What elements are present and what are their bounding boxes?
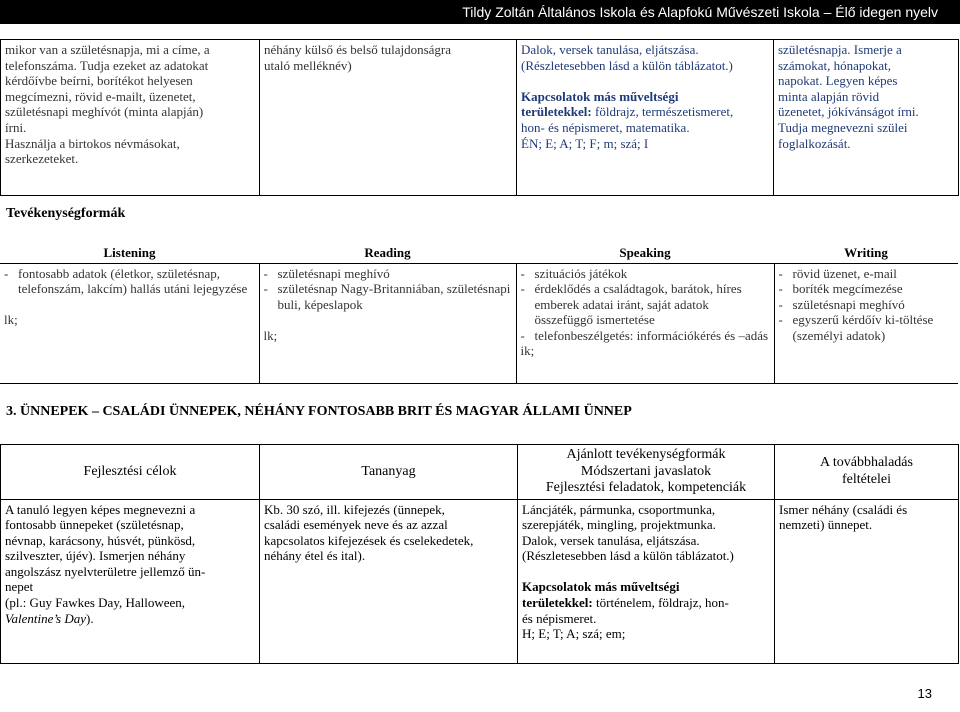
header-listening: Listening <box>103 245 156 260</box>
text-line: Ismer néhány (családi és <box>779 501 908 517</box>
cross-curricular-subjects: történelem, földrajz, hon- <box>592 595 729 611</box>
top-col-4 <box>774 40 959 196</box>
text-line: angolszász nyelvterületre jellemző ün- <box>5 563 206 579</box>
text-line: (Részletesebben lásd a külön táblázatot.) <box>521 57 733 73</box>
header-line: feltételei <box>842 471 891 487</box>
cross-curricular-label: területekkel: <box>521 104 592 120</box>
text-line: mikor van a születésnapja, mi a címe, a <box>5 42 210 57</box>
header-line: Fejlesztési feladatok, kompetenciák <box>545 480 747 495</box>
list-item: - születésnapi meghívó <box>264 266 512 282</box>
cross-curricular-heading: Kapcsolatok más műveltségi <box>522 579 680 595</box>
text-line: számokat, hónapokat, <box>778 57 891 73</box>
text-line: H; E; T; A; szá; em; <box>522 626 626 642</box>
text-line: szerkezeteket. <box>5 151 79 167</box>
section-3-title: 3. ÜNNEPEK – CSALÁDI ÜNNEPEK, NÉHÁNY FONTOSABB BRIT ÉS MAGYAR ÁLLAMI ÜNNEP <box>6 404 632 419</box>
text-line <box>521 104 769 120</box>
text-line: napokat. Legyen képes <box>778 73 898 89</box>
header-progression <box>775 445 959 500</box>
text-line: kérdőívbe beírni, borítékot helyesen <box>5 73 193 89</box>
text-line: fontosabb ünnepeket (születésnap, <box>5 517 184 533</box>
section-3-table <box>0 444 959 664</box>
page-header: Tildy Zoltán Általános Iskola és Alapfokú Művészeti Iskola – Élő idegen nyelv <box>0 0 960 24</box>
list-item: - egyszerű kérdőív ki-töltése (személyi adatok) <box>779 312 955 343</box>
speaking-code: ik; <box>520 343 535 359</box>
text-line: szerepjáték, mingling, projektmunka. <box>522 517 716 533</box>
text-line: Használja a birtokos névmásokat, <box>5 135 180 151</box>
writing-cell <box>774 263 958 383</box>
text-line: és népismeret. <box>522 610 597 626</box>
header-line: Ajánlott tevékenységformák <box>566 447 726 462</box>
cross-curricular-heading: Kapcsolatok más műveltségi <box>521 88 679 104</box>
activities-cell <box>518 499 775 663</box>
text-line: Láncjáték, pármunka, csoportmunka, <box>522 501 716 517</box>
top-col-2 <box>260 40 517 196</box>
speaking-cell <box>516 263 774 383</box>
list-item: - szituációs játékok <box>521 266 770 282</box>
top-col-1 <box>1 40 260 196</box>
text-line: nepet <box>5 579 34 595</box>
valentines-day-text: Valentine’s Day <box>5 610 86 626</box>
text-line <box>5 611 255 627</box>
header-activities <box>518 445 775 500</box>
header-line: Módszertani javaslatok <box>580 463 712 479</box>
text-line: szilveszter, újév). Ismerjen néhány <box>5 548 186 564</box>
text-line: születésnapja. Ismerje a <box>778 42 902 57</box>
listening-code: lk; <box>4 312 18 328</box>
page-number: 13 <box>917 686 932 702</box>
text-line: megcímezni, rövid e-mailt, üzenetet, <box>5 88 196 104</box>
text-line: családi események neve és az azzal <box>264 517 448 533</box>
text-line: A tanuló legyen képes megnevezni a <box>5 501 196 517</box>
text-line: telefonszáma. Tudja ezeket az adatokat <box>5 57 209 73</box>
text-line: nemzeti) ünnepet. <box>779 517 873 533</box>
text-line: néhány külső és belső tulajdonságra <box>264 42 452 57</box>
header-reading: Reading <box>364 245 411 260</box>
text-line: Dalok, versek tanulása, eljátszása. <box>522 532 700 548</box>
text-line: minta alapján rövid <box>778 88 880 104</box>
progression-cell <box>775 499 959 663</box>
text-line: kapcsolatos kifejezések és cselekedetek, <box>264 532 474 548</box>
text-line: Dalok, versek tanulása, eljátszása. <box>521 42 699 57</box>
text-line: írni. <box>5 119 27 135</box>
cross-curricular-subjects: földrajz, természetismeret, <box>591 104 734 120</box>
text-line: hon- és népismeret, matematika. <box>521 119 690 135</box>
list-item: - boríték megcímezése <box>779 281 955 297</box>
list-item: - rövid üzenet, e-mail <box>779 266 955 282</box>
text-line: utaló melléknév) <box>264 57 352 73</box>
text-line: Kb. 30 szó, ill. kifejezés (ünnepek, <box>264 501 445 517</box>
text-line: ÉN; E; A; T; F; m; szá; I <box>521 135 649 151</box>
text-suffix: ). <box>86 610 94 626</box>
list-item: - születésnap Nagy-Britanniában, születésnapi buli, képeslapok <box>264 281 512 312</box>
text-line: születésnapi meghívót (minta alapján) <box>5 104 204 120</box>
cross-curricular-label: területekkel: <box>522 595 593 611</box>
text-line: Tudja megnevezni szülei <box>778 119 908 135</box>
text-line: üzenetet, jókívánságot írni. <box>778 104 919 120</box>
activities-title: Tevékenységformák <box>6 206 126 221</box>
list-item: - születésnapi meghívó <box>779 297 955 313</box>
text-line: néhány étel és ital). <box>264 548 366 564</box>
header-development-goals: Fejlesztési célok <box>1 445 260 500</box>
listening-cell <box>0 263 259 383</box>
text-line: névnap, karácsony, húsvét, pünkösd, <box>5 532 196 548</box>
text-line <box>522 595 770 611</box>
text-line: (Részletesebben lásd a külön táblázatot.) <box>522 548 734 564</box>
activities-table <box>0 245 958 384</box>
curriculum-cell <box>260 499 518 663</box>
top-continuation-table <box>0 39 959 196</box>
text-line: foglalkozását. <box>778 135 851 151</box>
header-speaking: Speaking <box>619 245 671 260</box>
text-line: (pl.: Guy Fawkes Day, Halloween, <box>5 595 186 611</box>
development-goals-cell <box>1 499 260 663</box>
top-col-3 <box>517 40 774 196</box>
header-line: A továbbhaladás <box>820 455 913 471</box>
header-curriculum: Tananyag <box>260 445 518 500</box>
list-item: - telefonbeszélgetés: információkérés és –adás <box>521 328 770 344</box>
header-writing: Writing <box>844 245 888 260</box>
list-item: - érdeklődés a családtagok, barátok, híres emberek adatai iránt, saját adatok összefüggő ismertetése <box>521 281 770 328</box>
reading-code: lk; <box>263 327 278 343</box>
list-item: - fontosabb adatok (életkor, születésnap, telefonszám, lakcím) hallás utáni lejegyzése <box>4 266 255 297</box>
reading-cell <box>259 263 516 383</box>
